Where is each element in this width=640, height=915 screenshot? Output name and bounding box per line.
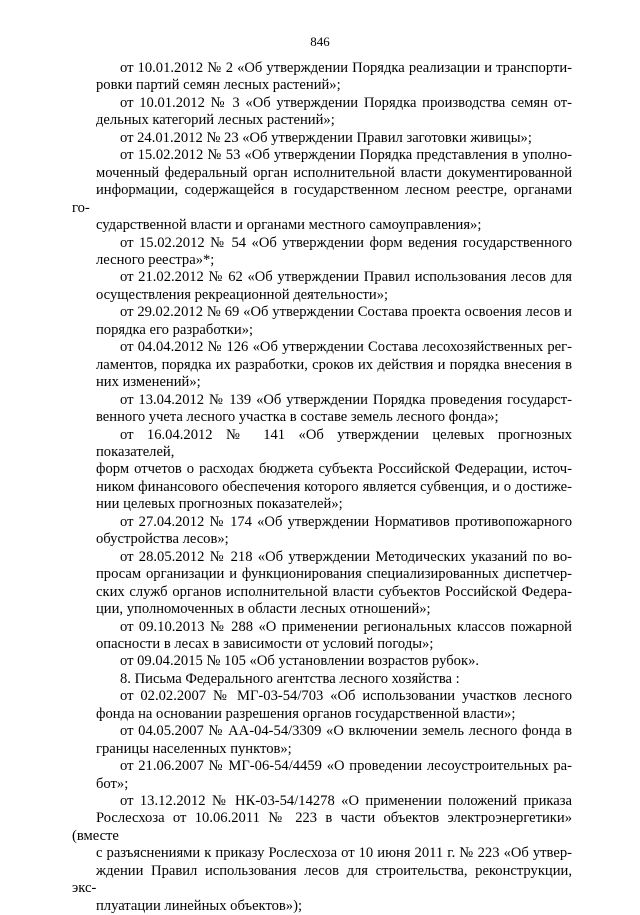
text-line: с разъяснениями к приказу Рослесхоза от 10 июня 2011 г. № 223 «Об утвер- (96, 845, 572, 862)
list-item (96, 671, 572, 688)
list-item (96, 653, 572, 670)
text-line: ником финансового обеспечения которого является субвенция, и о достиже- (96, 478, 572, 495)
text-line: ских служб органов исполнительной власти субъектов Российской Федера- (96, 583, 572, 600)
list-item (96, 304, 572, 339)
list-item (96, 60, 572, 95)
text-line: от 09.04.2015 № 105 «Об установлении возрастов рубок». (120, 653, 480, 670)
text-line: от 13.04.2012 № 139 «Об утверждении Порядка проведения государст- (120, 391, 572, 408)
text-line: от 29.02.2012 № 69 «Об утверждении Состава проекта освоения лесов и (120, 304, 572, 321)
document-body (72, 60, 572, 915)
text-line: от 15.02.2012 № 54 «Об утверждении форм ведения государственного (120, 234, 572, 251)
text-line: порядка его разработки»; (96, 321, 254, 338)
text-line: от 21.06.2007 № МГ-06-54/4459 «О проведении лесоустроительных ра- (120, 758, 572, 775)
text-line: границы населенных пунктов»; (96, 740, 292, 757)
text-line: ции, уполномоченных в области лесных отношений»; (96, 601, 431, 618)
text-line: от 24.01.2012 № 23 «Об утверждении Правил заготовки живицы»; (120, 129, 532, 146)
list-item (72, 793, 572, 915)
text-line: от 02.02.2007 № МГ-03-54/703 «Об использовании участков лесного (120, 688, 572, 705)
text-line: дельных категорий лесных растений»; (96, 112, 335, 129)
text-line: осуществления рекреационной деятельности»; (96, 286, 389, 303)
text-line: сударственной власти и органами местного самоуправления»; (96, 217, 482, 234)
text-line: бот»; (96, 775, 129, 792)
list-item (96, 427, 572, 514)
list-item (96, 130, 572, 147)
text-line: информации, содержащейся в государственном лесном реестре, органами го- (72, 182, 572, 216)
text-line: Рослесхоза от 10.06.2011 № 223 в части объектов электроэнергетики» (вместе (72, 810, 572, 844)
text-line: 8. Письма Федерального агентства лесного хозяйства : (120, 670, 460, 687)
text-line: просам организации и функционирования специализированных диспетчер- (96, 566, 572, 583)
list-item (96, 758, 572, 793)
text-line: ждении Правил использования лесов для строительства, реконструкции, экс- (72, 862, 572, 897)
text-line: плуатации линейных объектов»); (96, 897, 303, 914)
list-item (96, 392, 572, 427)
list-item (96, 95, 572, 130)
text-line: ламентов, порядка их разработки, сроков их действия и порядка внесения в (96, 356, 572, 373)
text-line: ровки партий семян лесных растений»; (96, 77, 341, 94)
text-line: от 15.02.2012 № 53 «Об утверждении Порядка представления в уполно- (120, 147, 572, 164)
text-line: них изменений»; (96, 374, 201, 391)
page-number: 846 (310, 34, 330, 49)
text-line: от 10.01.2012 № 3 «Об утверждении Порядка производства семян от- (120, 94, 572, 111)
text-line: опасности в лесах в зависимости от условий погоды»; (96, 635, 434, 652)
text-line: лесного реестра»*; (96, 251, 215, 268)
text-line: фонда на основании разрешения органов государственной власти»; (96, 705, 516, 722)
text-line: от 28.05.2012 № 218 «Об утверждении Методических указаний по во- (120, 548, 572, 565)
text-line: от 04.05.2007 № АА-04-54/3309 «О включении земель лесного фонда в (120, 723, 572, 740)
text-line: от 27.04.2012 № 174 «Об утверждении Нормативов противопожарного (120, 513, 572, 530)
text-line: от 09.10.2013 № 288 «О применении региональных классов пожарной (120, 618, 572, 635)
text-line: от 13.12.2012 № НК-03-54/14278 «О применении положений приказа (120, 793, 572, 810)
list-item (72, 147, 572, 234)
text-line: от 04.04.2012 № 126 «Об утверждении Состава лесохозяйственных рег- (120, 339, 572, 356)
list-item (96, 723, 572, 758)
list-item (96, 235, 572, 270)
text-line: венного учета лесного участка в составе земель лесного фонда»; (96, 409, 499, 426)
text-line: от 21.02.2012 № 62 «Об утверждении Правил использования лесов для (120, 269, 572, 286)
list-item (96, 619, 572, 654)
text-line: нии целевых прогнозных показателей»; (96, 496, 343, 513)
text-line: форм отчетов о расходах бюджета субъекта Российской Федерации, источ- (96, 461, 572, 478)
list-item (96, 269, 572, 304)
text-line: от 10.01.2012 № 2 «Об утверждении Порядка реализации и транспорти- (120, 60, 572, 76)
text-line: от 16.04.2012 № 141 «Об утверждении целевых прогнозных показателей, (96, 426, 572, 460)
list-item (96, 514, 572, 549)
list-item (96, 339, 572, 391)
text-line: моченный федеральный орган исполнительной власти документированной (96, 164, 572, 181)
list-item (96, 688, 572, 723)
list-item (96, 549, 572, 619)
text-line: обустройства лесов»; (96, 531, 229, 548)
